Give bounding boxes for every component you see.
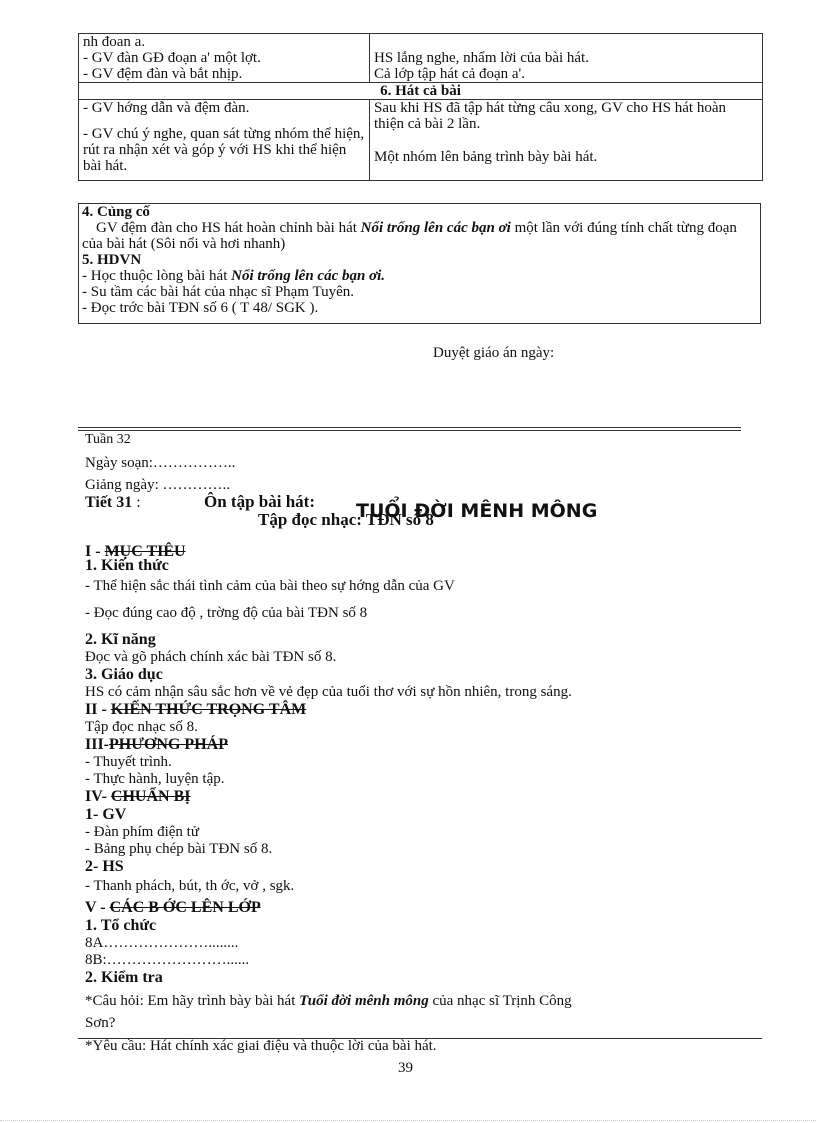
subsection-heading: 2- HS (85, 858, 124, 875)
cell-line: - GV đàn GĐ đoạn a' một lợt. (83, 50, 261, 66)
text-run: - Học thuộc lòng bài hát (82, 268, 228, 284)
body-line: 8A…………………........ (85, 935, 239, 951)
homework-line: - Đọc trớc bài TĐN số 6 ( T 48/ SGK ). (82, 300, 319, 316)
homework-heading: 5. HDVN (82, 252, 142, 268)
consolidation-text (82, 220, 760, 252)
homework-line: - Su tầm các bài hát của nhạc sĩ Phạm Tuyên. (82, 284, 355, 300)
text-run: V - (85, 899, 106, 916)
title-sight-reading: Tập đọc nhạc: TĐN số 8 (258, 510, 434, 529)
homework-line (82, 268, 760, 284)
section-heading (85, 736, 765, 754)
text-run: của nhạc sĩ Trịnh Công (432, 993, 572, 1009)
consolidation-heading: 4. Củng cố (82, 204, 150, 220)
text-run: một lần với đúng tính chất từng đoạn của bài hát (Sôi nổi và hơi nhanh) (82, 220, 737, 252)
question-line (85, 993, 765, 1010)
section-heading (85, 899, 765, 917)
prep-date: Ngày soạn:…………….. (85, 455, 236, 471)
page-edge (0, 1120, 816, 1121)
text-run: III- (85, 736, 110, 753)
divider (78, 430, 741, 431)
cell-line: HS lắng nghe, nhẩm lời của bài hát. (374, 50, 589, 66)
body-line: - Thuyết trình. (85, 754, 172, 770)
lesson-body (85, 543, 765, 1055)
table-row (79, 100, 763, 181)
table-row (79, 83, 763, 100)
cell-line (374, 34, 758, 50)
text-run: GV đệm đàn cho HS hát hoàn chỉnh bài hát (96, 220, 357, 236)
body-line: - Đàn phím điện tử (85, 824, 199, 840)
table-row (79, 34, 763, 83)
subsection-heading: 1- GV (85, 806, 127, 823)
song-title: Nổi trống lên các bạn ơi. (231, 268, 386, 284)
body-line: Tập đọc nhạc số 8. (85, 719, 198, 735)
subsection-heading: 3. Giáo dục (85, 666, 163, 683)
section-heading (85, 701, 765, 719)
body-line: - Thể hiện sắc thái tình cảm của bài theo sự hớng dẫn của GV (85, 578, 455, 594)
approval-date: Duyệt giáo án ngày: (433, 345, 555, 361)
question-line: Sơn? (85, 1015, 116, 1031)
cell-line: - GV chú ý nghe, quan sát từng nhóm thể hiện, rút ra nhận xét và góp ý với HS khi thể hiện bài hát. (83, 126, 365, 174)
footer-divider (78, 1038, 762, 1039)
song-title-main: TUỔI ĐỜI MÊNH MÔNG (356, 500, 598, 522)
cell-line: - GV đệm đàn và bắt nhịp. (83, 66, 243, 82)
section-header: 6. Hát cả bài (79, 83, 763, 100)
period-label (85, 494, 141, 512)
cell-line: Sau khi HS đã tập hát từng câu xong, GV cho HS hát hoàn thiện cả bài 2 lần. (374, 100, 726, 132)
divider (78, 427, 741, 428)
text-run: II - (85, 701, 107, 718)
section-heading (85, 788, 765, 806)
text-run: CÁC B ỚC LÊN LỚP (109, 899, 261, 916)
title-review-label: Ôn tập bài hát: (204, 492, 315, 511)
teach-date: Giảng ngày: ………….. (85, 477, 230, 493)
teacher-cell (79, 34, 370, 83)
text-run: *Câu hỏi: Em hãy trình bày bài hát (85, 993, 296, 1009)
body-line: - Bảng phụ chép bài TĐN số 8. (85, 841, 273, 857)
student-cell (370, 100, 763, 181)
body-line: 8B:……………………...... (85, 952, 250, 968)
song-title: Tuổi đời mênh mông (299, 993, 429, 1009)
subsection-heading: 1. Kiến thức (85, 557, 169, 574)
subsection-heading: 1. Tổ chức (85, 917, 157, 934)
body-line: - Thực hành, luyện tập. (85, 771, 225, 787)
cell-line: Một nhóm lên bảng trình bày bài hát. (374, 149, 598, 165)
body-line: HS có cảm nhận sâu sắc hơn về vẻ đẹp của tuổi thơ với sự hồn nhiên, trong sáng. (85, 684, 572, 700)
text-run: CHUẨN BỊ (110, 788, 191, 805)
page-number: 39 (398, 1060, 413, 1076)
week-label: Tuần 32 (85, 432, 131, 447)
text-run: Tiết 31 (85, 494, 133, 511)
teacher-cell (79, 100, 370, 181)
cell-line: Cả lớp tập hát cả đoạn a'. (374, 66, 525, 82)
text-run: I - (85, 543, 101, 560)
text-run: IV- (85, 788, 107, 805)
text-run: MỤC TIÊU (104, 543, 186, 560)
subsection-heading: 2. Kiểm tra (85, 969, 163, 986)
cell-line: - GV hớng dẫn và đệm đàn. (83, 100, 250, 116)
subsection-heading: 2. Kĩ năng (85, 631, 156, 648)
body-line: - Đọc đúng cao độ , trờng độ của bài TĐN số 8 (85, 605, 368, 621)
text-run: : (136, 494, 141, 511)
text-run: KIẾN THỨC TRỌNG TÂM (110, 701, 307, 718)
activities-table (78, 33, 763, 181)
song-title: Nổi trống lên các bạn ơi (360, 220, 511, 236)
cell-line: nh đoan a. (83, 34, 146, 50)
student-cell (370, 34, 763, 83)
body-line: - Thanh phách, bút, th ớc, vở , sgk. (85, 878, 295, 894)
text-run: PHƯƠNG PHÁP (109, 736, 228, 753)
requirement-line: *Yêu cầu: Hát chính xác giai điệu và thuộc lời của bài hát. (85, 1038, 437, 1054)
summary-box (78, 203, 761, 324)
body-line: Đọc và gõ phách chính xác bài TĐN số 8. (85, 649, 337, 665)
